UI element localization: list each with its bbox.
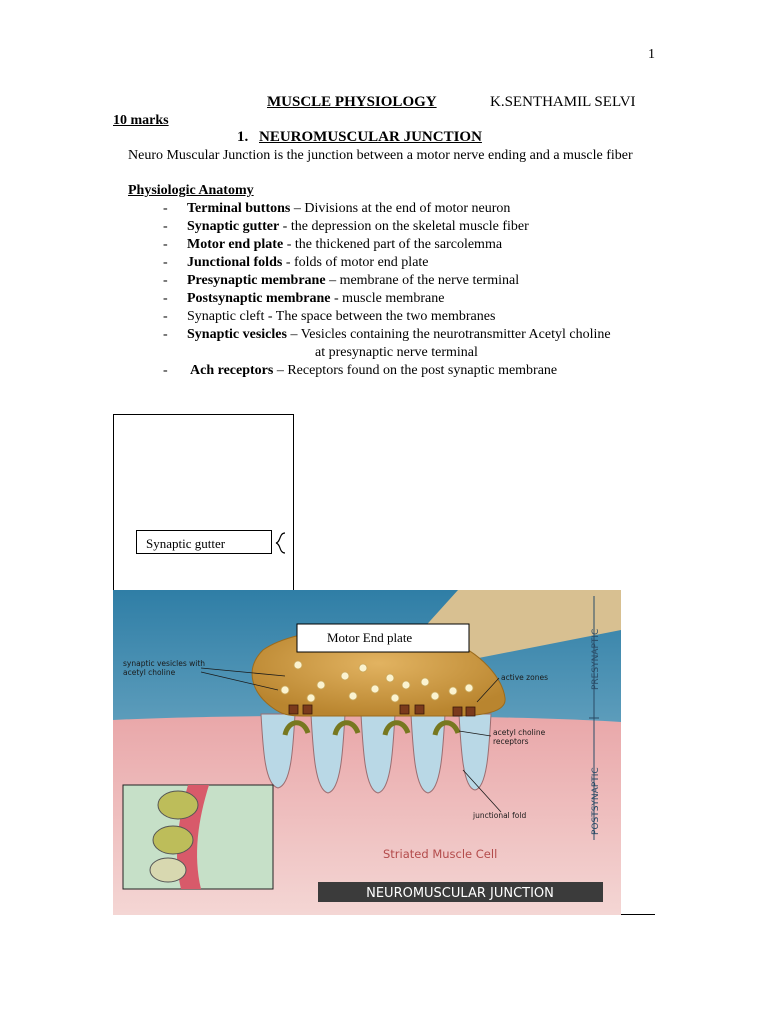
list-item: - Junctional folds - folds of motor end plate — [163, 255, 429, 270]
item-sep: – — [325, 273, 340, 288]
item-desc: muscle membrane — [342, 291, 445, 306]
vesicle — [294, 661, 302, 669]
item-term: Junctional folds — [187, 255, 283, 270]
item-term: Postsynaptic membrane — [187, 291, 331, 306]
ion-channel — [150, 858, 186, 882]
vesicle — [359, 664, 367, 672]
postsynaptic-label: POSTSYNAPTIC — [591, 767, 601, 835]
anatomy-heading: Physiologic Anatomy — [128, 183, 254, 198]
section-number: 1. — [237, 129, 249, 145]
motor-end-plate-label: Motor End plate — [327, 630, 413, 645]
marks-label: 10 marks — [113, 113, 169, 128]
section-heading — [237, 129, 482, 146]
item-desc: Vesicles containing the neurotransmitter Acetyl choline — [300, 327, 611, 342]
muscle-cell-label: Striated Muscle Cell — [383, 847, 498, 861]
list-item: - Synaptic vesicles – Vesicles containing the neurotransmitter Acetyl choline at presynaptic nerve terminal — [163, 327, 611, 360]
item-term: Terminal buttons — [187, 201, 291, 216]
item-desc: folds of motor end plate — [293, 255, 429, 270]
vesicle — [431, 692, 439, 700]
list-item: - Motor end plate - the thickened part of the sarcolemma — [163, 237, 503, 252]
neuromuscular-junction-diagram — [113, 590, 621, 915]
active-zone — [400, 705, 409, 714]
active-zone — [466, 707, 475, 716]
vesicle — [281, 686, 289, 694]
presynaptic-label: PRESYNAPTIC — [591, 628, 601, 690]
section-title: NEUROMUSCULAR JUNCTION — [259, 129, 482, 145]
vesicle — [449, 687, 457, 695]
item-desc: Synaptic cleft - The space between the two membranes — [187, 309, 496, 324]
item-desc: Receptors found on the post synaptic membrane — [287, 363, 558, 378]
vesicle — [386, 674, 394, 682]
list-item: - Presynaptic membrane – membrane of the nerve terminal — [163, 273, 520, 288]
ion-channel-inset — [123, 785, 273, 889]
list-item: - Terminal buttons – Divisions at the end of motor neuron — [163, 201, 511, 216]
item-desc: membrane of the nerve terminal — [339, 273, 520, 288]
vesicle — [391, 694, 399, 702]
item-sep: – — [286, 327, 301, 342]
list-item: - Postsynaptic membrane - muscle membrane — [163, 291, 445, 306]
list-item: - Synaptic cleft - The space between the two membranes — [163, 309, 496, 324]
item-desc: Divisions at the end of motor neuron — [304, 201, 511, 216]
item-sep: - — [279, 219, 291, 234]
item-desc-continued: at presynaptic nerve terminal — [315, 345, 478, 360]
diagram-underline — [621, 914, 655, 915]
item-sep: – — [290, 201, 305, 216]
page-number: 1 — [648, 47, 655, 62]
item-desc: the depression on the skeletal muscle fiber — [290, 219, 529, 234]
ion-channel — [153, 826, 193, 854]
item-sep: - — [283, 237, 295, 252]
receptors-label-line1: acetyl choline — [493, 728, 546, 737]
item-sep: - — [282, 255, 294, 270]
vesicles-label-line2: acetyl choline — [123, 668, 176, 677]
active-zone — [289, 705, 298, 714]
ion-channel — [158, 791, 198, 819]
item-term: Synaptic gutter — [187, 219, 280, 234]
receptors-label-line2: receptors — [493, 737, 529, 746]
vesicle — [421, 678, 429, 686]
vesicles-label-line1: synaptic vesicles with — [123, 659, 206, 668]
junctional-fold-label: junctional fold — [473, 811, 527, 820]
synaptic-gutter-label: Synaptic gutter — [136, 530, 272, 554]
vesicle — [307, 694, 315, 702]
diagram-title: NEUROMUSCULAR JUNCTION — [366, 886, 554, 901]
document-title: MUSCLE PHYSIOLOGY — [267, 94, 437, 110]
item-desc: the thickened part of the sarcolemma — [294, 237, 503, 252]
bracket-icon — [273, 532, 289, 554]
active-zone — [415, 705, 424, 714]
vesicle — [402, 681, 410, 689]
item-sep: – — [273, 363, 288, 378]
list-item: - Synaptic gutter - the depression on the skeletal muscle fiber — [163, 219, 529, 234]
item-term: Synaptic vesicles — [187, 327, 287, 342]
vesicle — [317, 681, 325, 689]
label-frame — [113, 414, 294, 599]
list-item: - Ach receptors – Receptors found on the post synaptic membrane — [163, 363, 558, 378]
vesicle — [349, 692, 357, 700]
active-zones-label: active zones — [501, 673, 548, 682]
item-sep: - — [330, 291, 343, 306]
author-name: K.SENTHAMIL SELVI — [490, 94, 636, 110]
vesicle — [371, 685, 379, 693]
intro-paragraph: Neuro Muscular Junction is the junction between a motor nerve ending and a muscle fiber — [128, 148, 633, 163]
vesicle — [341, 672, 349, 680]
item-term: Ach receptors — [190, 363, 274, 378]
item-term: Motor end plate — [187, 237, 284, 252]
active-zone — [303, 705, 312, 714]
vesicle — [465, 684, 473, 692]
active-zone — [453, 707, 462, 716]
item-term: Presynaptic membrane — [187, 273, 326, 288]
